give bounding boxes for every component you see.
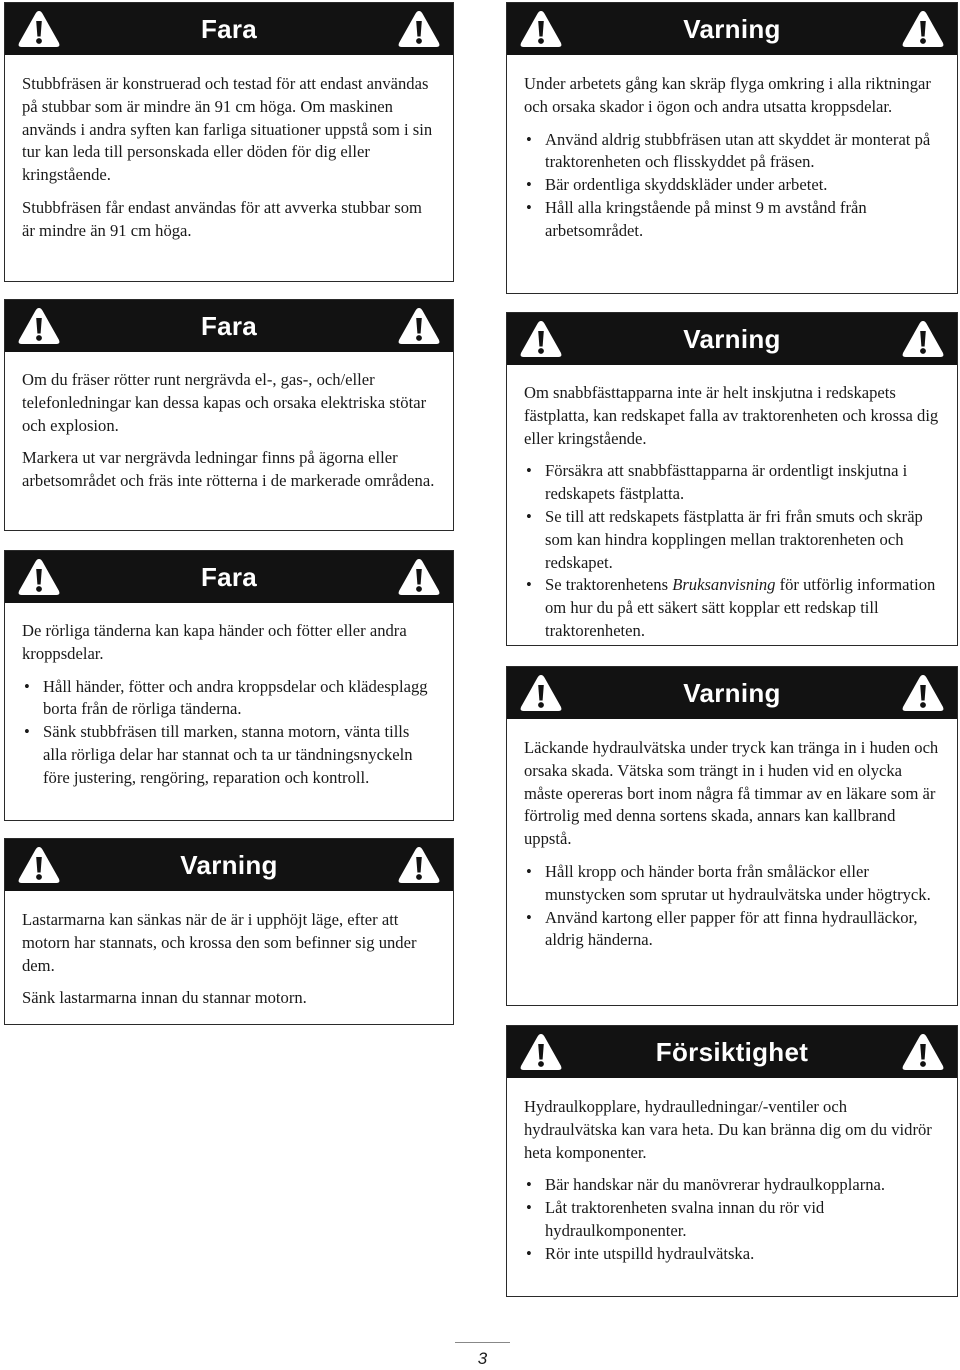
box-body <box>507 55 957 257</box>
warning-triangle-icon <box>901 319 945 359</box>
list-item-text: Se traktorenhetens <box>545 575 673 595</box>
bullet-list <box>22 676 437 790</box>
box-body <box>5 352 453 507</box>
warning-box-quick-attach <box>506 312 958 646</box>
box-title: Varning <box>683 677 781 708</box>
list-item: • Sänk stubbfräsen till marken, stanna motorn, vänta tills alla rörliga delar har stannat och ta ur tändningsnyckeln före justering, rengöring, reparation och kontroll. <box>22 721 437 789</box>
box-paragraph: Om du fräser rötter runt nergrävda el-, gas-, och/eller telefonledningar kan dessa kapas och orsaka elektriska stötar och explosion. <box>22 370 427 435</box>
warning-triangle-icon <box>17 557 61 597</box>
box-header <box>5 551 453 603</box>
warning-triangle-icon <box>519 319 563 359</box>
box-header <box>507 1026 957 1078</box>
warning-triangle-icon <box>17 845 61 885</box>
caution-box-hot-hydraulics <box>506 1025 958 1297</box>
box-title: Fara <box>200 310 258 341</box>
warning-triangle-icon <box>397 306 441 346</box>
box-title: Varning <box>683 13 781 44</box>
box-paragraph: Markera ut var nergrävda ledningar finns på ägorna eller arbetsområdet och fräs inte rötterna i de markerade områdena. <box>22 448 435 491</box>
list-item: • Håll kropp och händer borta från småläckor eller munstycken som sprutar ut hydraulvätska under högtryck. <box>524 861 941 907</box>
list-item: • Försäkra att snabbfästtapparna är ordentligt inskjutna i redskapets fästplatta. <box>524 460 941 506</box>
box-header <box>5 3 453 55</box>
box-paragraph: Hydraulkopplare, hydraulledningar/-ventiler och hydraulvätska kan vara heta. Du kan bränna dig om du vidrör heta komponenter. <box>524 1097 932 1162</box>
list-item: • Rör inte utspilld hydraulvätska. <box>524 1243 941 1266</box>
bullet-list <box>524 861 941 952</box>
footer-rule <box>455 1342 510 1343</box>
box-title: Fara <box>200 13 258 44</box>
box-header <box>507 313 957 365</box>
list-item: • Håll händer, fötter och andra kroppsdelar och klädesplagg borta från de rörliga tänderna. <box>22 676 437 722</box>
warning-triangle-icon <box>901 1032 945 1072</box>
box-body <box>507 365 957 657</box>
bullet-list <box>524 129 941 243</box>
warning-box-flying-debris <box>506 2 958 294</box>
list-item: • Låt traktorenheten svalna innan du rör vid hydraulkomponenter. <box>524 1197 941 1243</box>
box-paragraph: Läckande hydraulvätska under tryck kan tränga in i huden och orsaka skada. Vätska som trängt in i huden vid en olycka måste opereras bort inom några få timmar av en läkare som är förtrolig med denna sortens skada, annars kan kallbrand uppstå. <box>524 738 939 849</box>
bullet-list <box>524 1174 941 1265</box>
warning-triangle-icon <box>397 9 441 49</box>
box-title: Varning <box>683 323 781 354</box>
list-item: • Använd kartong eller papper för att finna hydraulläckor, aldrig händerna. <box>524 907 941 953</box>
box-header <box>5 839 453 891</box>
warning-triangle-icon <box>519 1032 563 1072</box>
box-title: Försiktighet <box>655 1036 809 1067</box>
box-body <box>5 891 453 1024</box>
box-header <box>507 667 957 719</box>
box-body <box>5 55 453 257</box>
box-title: Varning <box>180 849 278 880</box>
bullet-list <box>524 460 941 642</box>
page-number: 3 <box>477 1349 488 1368</box>
warning-triangle-icon <box>397 845 441 885</box>
danger-box-stump-height <box>4 2 454 282</box>
list-item: • Håll alla kringstående på minst 9 m avstånd från arbetsområdet. <box>524 197 941 243</box>
warning-box-loader-arms <box>4 838 454 1025</box>
warning-triangle-icon <box>901 9 945 49</box>
warning-triangle-icon <box>397 557 441 597</box>
list-item: • Se till att redskapets fästplatta är fri från smuts och skräp som kan hindra kopplingen mellan traktorenheten och redskapet. <box>524 506 941 574</box>
box-paragraph: Stubbfräsen får endast användas för att avverka stubbar som är mindre än 91 cm höga. <box>22 197 422 240</box>
list-item: • Bär ordentliga skyddskläder under arbetet. <box>524 174 941 197</box>
manual-title: Bruksanvisning <box>672 575 776 595</box>
list-item <box>524 574 941 642</box>
box-header <box>5 300 453 352</box>
box-title: Fara <box>200 561 258 592</box>
box-body <box>5 603 453 804</box>
warning-triangle-icon <box>901 673 945 713</box>
danger-box-moving-teeth <box>4 550 454 821</box>
list-item: • Använd aldrig stubbfräsen utan att skyddet är monterat på traktorenheten och flisskyddet på fräsen. <box>524 129 941 175</box>
box-paragraph: Stubbfräsen är konstruerad och testad för att endast användas på stubbar som är mindre än 91 cm höga. Om maskinen används i andra syften kan farliga situationer uppstå som i sin tur kan leda till personskada eller döden för dig eller kringstående. <box>22 74 433 185</box>
danger-box-buried-lines <box>4 299 454 531</box>
warning-triangle-icon <box>17 9 61 49</box>
box-paragraph: De rörliga tänderna kan kapa händer och fötter eller andra kroppsdelar. <box>22 621 407 663</box>
box-body <box>507 1078 957 1280</box>
box-paragraph: Lastarmarna kan sänkas när de är i upphöjt läge, efter att motorn har stannats, och krossa den som befinner sig under dem. <box>22 910 417 975</box>
list-item: • Bär handskar när du manövrerar hydraulkopplarna. <box>524 1174 941 1197</box>
list-item-text: för utförlig information om hur du på ett säkert sätt kopplar ett redskap till traktorenheten. <box>545 575 936 640</box>
box-paragraph: Under arbetets gång kan skräp flyga omkring i alla riktningar och orsaka skador i ögon och andra utsatta kroppsdelar. <box>524 74 931 116</box>
box-paragraph: Sänk lastarmarna innan du stannar motorn. <box>22 988 307 1008</box>
warning-triangle-icon <box>17 306 61 346</box>
warning-box-hydraulic-leak <box>506 666 958 1006</box>
warning-triangle-icon <box>519 673 563 713</box>
warning-triangle-icon <box>519 9 563 49</box>
box-body <box>507 719 957 966</box>
box-header <box>507 3 957 55</box>
box-paragraph: Om snabbfästtapparna inte är helt inskjutna i redskapets fästplatta, kan redskapet falla av traktorenheten och krossa dig eller kringstående. <box>524 383 939 448</box>
